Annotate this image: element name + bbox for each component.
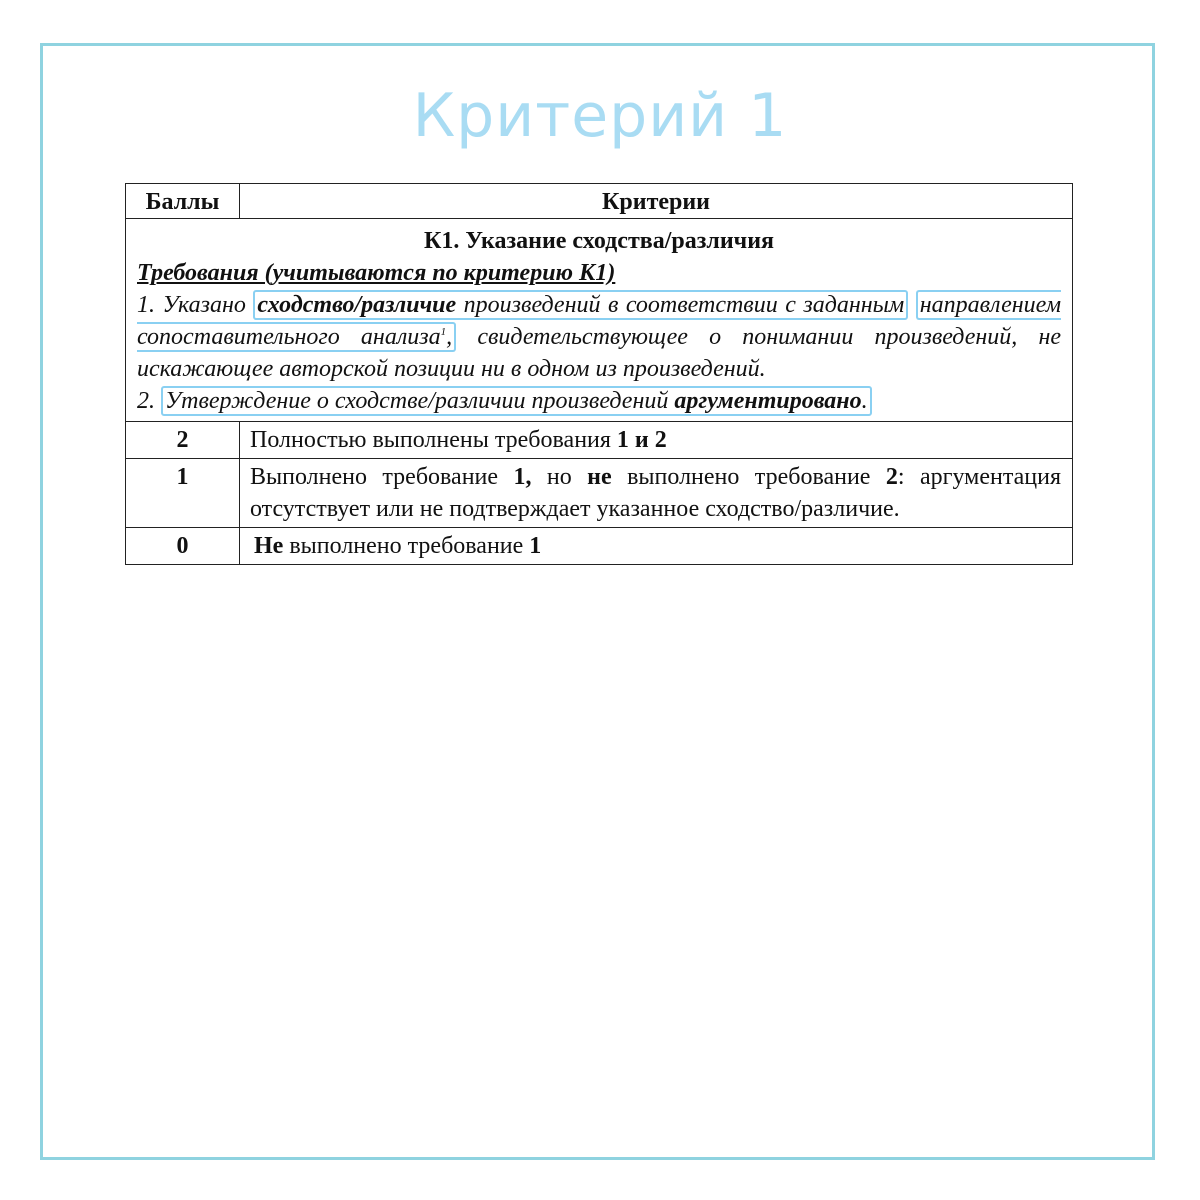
highlight-box-3 [161,386,872,416]
requirement-1-post: свидетельствующее о понимании произведений, не искажающее авторской позиции ни в одном из произведений. [137,324,1061,382]
desc-text: : аргументация отсутствует или не подтверждает указанное сходство/различие. [250,464,1061,522]
requirements-title-line [137,257,1061,289]
requirement-2-bold: аргументировано [674,388,862,414]
requirement-1 [137,289,1061,385]
footnote-marker: 1 [440,326,447,338]
desc-bold: 2 [885,464,898,490]
requirement-1-comma: , [446,324,453,350]
desc-bold: 1 и 2 [616,427,667,453]
requirements-row [126,219,1073,422]
requirement-1-number: 1. [137,292,155,318]
requirement-1-pre: Указано [162,292,246,318]
criteria-table [125,183,1073,565]
requirement-2-tail: . [861,388,868,414]
requirements-title: Требования (учитываются по критерию К1) [137,260,616,286]
page-title: Критерий 1 [412,81,788,151]
requirement-2-number: 2. [137,388,155,414]
highlight-box-1 [253,290,908,320]
k1-heading: К1. Указание сходства/различия [423,228,775,254]
table-header-row [126,184,1073,219]
score-column-header: Баллы [126,184,240,219]
requirement-1-mid: произведений в соответствии с заданным [463,292,905,318]
desc-text: но [531,464,588,490]
score-description [240,528,1073,565]
score-row-1 [126,459,1073,528]
desc-text: Полностью выполнены требования [250,427,617,453]
desc-bold: Не [254,533,284,559]
desc-bold: 1 [529,533,542,559]
requirement-2-text: Утверждение о сходстве/различии произведений [165,388,669,414]
desc-text: выполнено требование [611,464,886,490]
score-row-2 [126,422,1073,459]
requirement-1-bold: сходство/различие [257,292,457,318]
score-description [240,422,1073,459]
requirements-cell [126,219,1073,422]
desc-text: Выполнено требование [250,464,514,490]
score-row-0 [126,528,1073,565]
score-value: 1 [126,459,240,528]
desc-bold: не [587,464,612,490]
desc-text: выполнено требование [283,533,530,559]
score-value: 2 [126,422,240,459]
requirement-2 [137,385,1061,417]
desc-bold: 1, [513,464,532,490]
criteria-column-header: Критерии [240,184,1073,219]
requirement-1-direction: направлением сопоставительного анализа [137,292,1062,350]
score-description [240,459,1073,528]
score-value: 0 [126,528,240,565]
